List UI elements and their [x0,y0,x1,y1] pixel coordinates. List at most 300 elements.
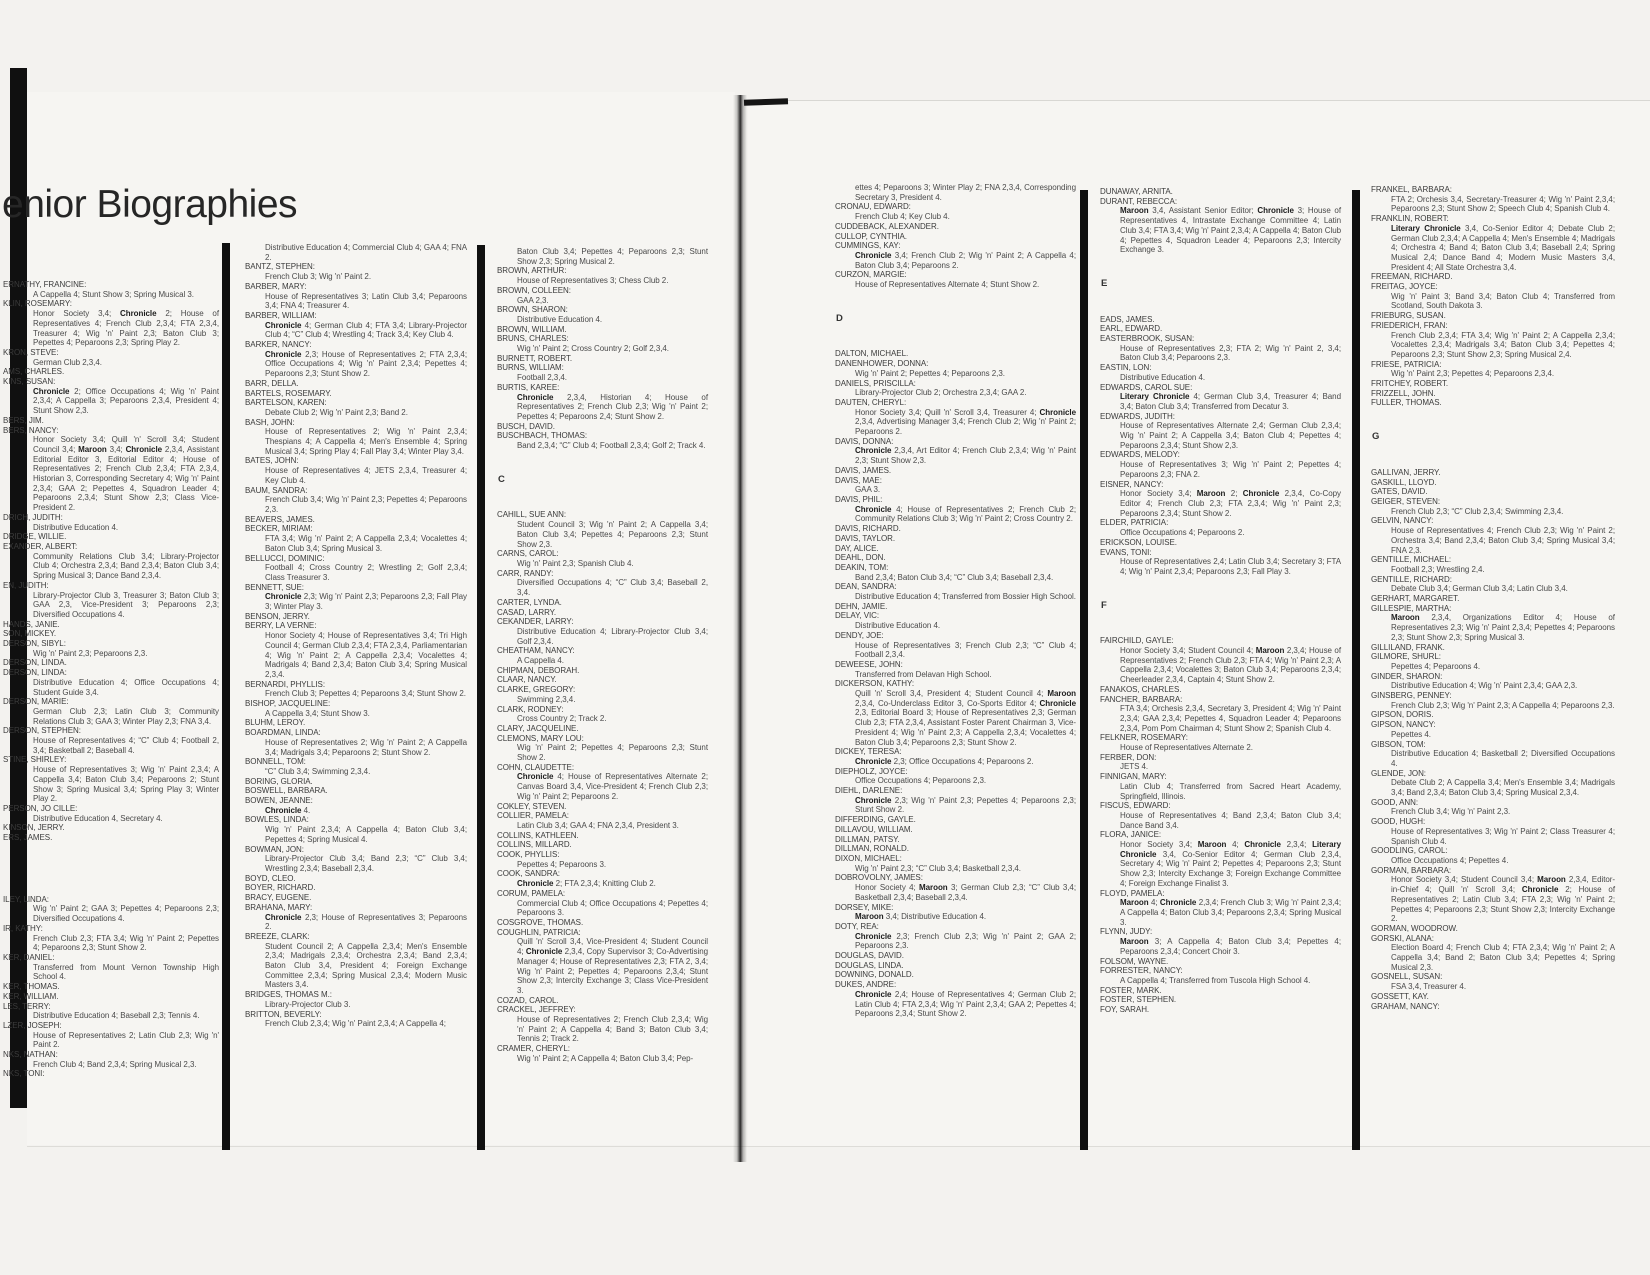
student-activities: Library-Projector Club 3. [265,999,351,1009]
student-activities: Maroon 2,3,4, Organizations Editor 4; House of Representatives 2,3; Wig 'n' Paint 2,3,4; Pepettes 4; Peparoons 2,3; Stunt Show 2,3; Spring Musical 3. [1391,613,1615,642]
bio-entry [3,1002,219,1021]
student-name: GERHART, MARGARET. [1371,594,1460,604]
bio-entry [1100,753,1341,772]
bio-entry [1100,830,1341,888]
bio-entry [835,611,1076,630]
student-activities: FTA 3,4; Wig 'n' Paint 2; A Cappella 2,3,4; Vocalettes 4; Baton Club 3,4; Spring Musical 3. [265,534,467,553]
bio-entry [1100,324,1341,334]
student-name: FERBER, DON: [1100,752,1157,762]
bio-entry [1371,487,1615,497]
student-activities: Library-Projector Club 3,4; Band 2,3; “C” Club 3,4; Wrestling 2,3,4; Baseball 2,3,4. [265,854,467,873]
entry-continuation: ettes 4; Peparoons 3; Winter Play 2; FNA 2,3,4, Corresponding Secretary 3, President 4. [855,183,1076,202]
student-name: DORSEY, MIKE: [835,902,894,912]
student-name: GORMAN, WOODROW. [1371,923,1458,933]
student-activities: Student Council 3; Wig 'n' Paint 2; A Cappella 3,4; Baton Club 3,4; Pepettes 4; Peparoons 2,3; Stunt Show 2,3. [517,520,708,549]
bio-entry [497,422,708,432]
bio-entry [245,699,467,718]
student-name: BAUM, SANDRA: [245,485,308,495]
bio-entry [1371,769,1615,798]
student-name: EXANDER, ALBERT: [3,541,78,551]
student-name: GLENDE, JON: [1371,768,1426,778]
student-name: CLARK, RODNEY: [497,704,564,714]
student-name: CULLOP, CYNTHIA. [835,231,907,241]
student-name: GOSSETT, KAY. [1371,991,1429,1001]
student-name: DERSON, MARIE: [3,697,69,707]
student-name: DUNAWAY, ARNITA. [1100,187,1173,196]
student-name: BRACY, EUGENE. [245,893,312,903]
bio-entry [497,598,708,608]
bio-entry [1371,555,1615,574]
student-activities: Community Relations Club 3,4; Library-Projector Club 4; Orchestra 2,3,4; Band 2,3,4; Baton Club 3,4; Spring Musical 3; Dance Band 2,3,4. [33,551,219,581]
bio-entry [497,431,708,450]
student-activities: House of Representatives 2; Latin Club 2,3; Wig 'n' Paint 2. [33,1030,219,1050]
student-activities: French Club 2,3,4; Wig 'n' Paint 2,3,4; A Cappella 4; [265,1019,446,1029]
student-name: FELKNER, ROSEMARY: [1100,733,1188,743]
bio-entry [1371,185,1615,214]
bio-entry [3,426,219,513]
student-name: FRANKLIN, ROBERT: [1371,214,1449,224]
student-activities: Debate Club 2; A Cappella 3,4; Men's Ensemble 3,4; Madrigals 3,4; Band 2,3,4; Baton Club 3,4; Spring Musical 2,3,4. [1391,778,1615,798]
student-name: BARR, DELLA. [245,378,299,388]
student-activities: House of Representatives 2,4; Latin Club 3,4; Secretary 3; FTA 4; Wig 'n' Paint 2,3,4; Peparoons 2,3; Fall Play 3. [1120,557,1341,576]
student-name: DAVIS, RICHARD. [835,524,901,534]
student-activities: House of Representatives 3; Chess Club 2. [517,276,669,286]
student-name: BECKER, MIRIAM: [245,524,313,534]
bio-entry [1371,478,1615,488]
bio-entry [245,874,467,884]
bio-entry [3,377,219,416]
bio-entry [497,918,708,928]
student-activities: GAA 2,3. [517,295,549,305]
bio-entry [3,513,219,532]
bio-entry [3,416,219,426]
bio-entry [1371,272,1615,282]
student-name: DAVIS, PHIL: [835,494,883,504]
bio-entry [245,243,467,262]
student-name: BARTELS, ROSEMARY. [245,388,332,398]
bio-entry [497,831,708,841]
bio-entry [1100,518,1341,537]
student-name: GINDER, SHARON: [1371,671,1443,681]
student-activities: Honor Society 3,4; Student Council 3,4; Maroon 2,3,4, Editor-in-Chief 4; Quill 'n' Scroll 3,4; Chronicle 2; House of Representatives 2; Latin Club 3,4; FTA 2,3; Wig 'n' Paint 2; Pepettes 4; Peparoons 2,3; Stunt Show 2,3; Intercity Exchange 2. [1391,875,1616,924]
bio-entry [245,903,467,932]
bio-entry [497,646,708,665]
student-name: EASTERBROOK, SUSAN: [1100,334,1195,344]
student-name: BOWMAN, JON: [245,844,304,854]
student-activities: Diversified Occupations 4; “C” Club 3,4; Baseball 2, 3,4. [517,578,708,598]
bio-entry [497,608,708,618]
student-name: CLARY, JACQUELINE. [497,723,579,733]
bio-entry [1100,957,1341,967]
bio-entry [1371,992,1615,1002]
student-name: DERSON, STEPHEN: [3,726,81,736]
bio-entry [497,305,708,324]
student-activities: Honor Society 3,4; Chronicle 2; House of Representatives 4; French Club 2,3,4; FTA 2,3,4, Treasurer 4; Wig 'n' Paint 2,3; Baton Club 3; Pepettes 4; Peparoons 2,3; Spring Play 2. [33,309,219,348]
bio-entry [3,299,219,348]
student-activities: House of Representatives 3; Wig 'n' Paint 2; Pepettes 4; Peparoons 2,3; FNA 2. [1120,460,1341,479]
bio-entry [835,534,1076,544]
student-activities: Commercial Club 4; Office Occupations 4; Pepettes 4; Peparoons 3. [517,898,708,918]
student-name: GRAHAM, NANCY: [1371,1001,1440,1011]
bio-entry [1100,695,1341,734]
student-name: BRAHANA, MARY: [245,902,313,912]
student-name: DURANT, REBECCA: [1100,196,1177,206]
student-name: DOUGLAS, DAVID. [835,951,904,961]
student-name: FAIRCHILD, GAYLE: [1100,636,1174,646]
student-activities: House of Representatives Alternate 2. [1120,743,1253,753]
student-name: EN, JUDITH: [3,580,49,590]
student-name: CLARKE, GREGORY: [497,685,576,695]
student-name: CAHILL, SUE ANN: [497,510,567,520]
student-name: KLIN, ROSEMARY: [3,299,72,309]
student-activities: French Club 3,4; Wig 'n' Paint 2,3; Pepettes 4; Peparoons 2,3. [265,495,467,514]
bio-entry [835,854,1076,873]
student-name: FRIEBURG, SUSAN. [1371,311,1446,321]
bio-entry [497,811,708,830]
student-name: CORUM, PAMELA: [497,888,566,898]
student-activities: Honor Society 3,4; Maroon 4; Chronicle 2,3,4; Literary Chronicle 3,4, Co-Senior Editor 4; German Club 2,3,4, Secretary 4; Wig 'n' Paint 2; Pepettes 4; Peparoons 2,3; Stunt Show 2,3; Intercity Exchange 3; Foreign Exchange Committee 4; Foreign Exchange Finalist 3. [1120,840,1342,888]
bio-entry [245,757,467,776]
student-activities: Honor Society 3,4; Quill 'n' Scroll 3,4, Treasurer 4; Chronicle 2,3,4, Advertising Manager 3,4; French Club 2; Wig 'n' Paint 2; Peparoons 2. [855,407,1076,437]
bio-entry [245,777,467,787]
bio-entry [3,629,219,639]
bio-entry [1371,934,1615,973]
bio-entry [497,325,708,335]
student-activities: Wig 'n' Paint 2,3; Peparoons 2,3. [33,648,148,658]
section-letter-G: G [1372,431,1380,443]
student-name: FRIESE, PATRICIA: [1371,359,1442,369]
student-name: BANTZ, STEPHEN: [245,262,315,272]
bio-entry [3,755,219,804]
student-name: BASH, JOHN: [245,417,295,427]
bio-entry [1371,379,1615,389]
bio-entry [835,873,1076,902]
student-name: ERNATHY, FRANCINE: [3,280,87,289]
student-name: GOOD, ANN: [1371,797,1419,807]
bio-entry [835,524,1076,534]
student-name: FOLSOM, WAYNE. [1100,956,1169,966]
student-activities: Honor Society 4; Maroon 3; German Club 2,3; “C” Club 3,4; Basketball 2,3,4; Baseball 2,3,4. [855,883,1076,902]
bio-entry [1371,398,1615,408]
student-activities: Chronicle 2,3,4, Art Editor 4; French Club 2,3,4; Wig 'n' Paint 2,3; Stunt Show 2,3. [855,446,1076,466]
student-name: BRUNS, CHARLES: [497,334,569,344]
bio-entry [245,282,467,311]
student-name: FINNIGAN, MARY: [1100,772,1167,782]
student-activities: Chronicle 2,3; Wig 'n' Paint 2,3; Peparoons 2,3; Fall Play 3; Winter Play 3. [265,592,467,612]
student-name: COSGROVE, THOMAS. [497,918,584,927]
bio-entry [245,718,467,728]
student-name: EASTIN, LON: [1100,363,1152,373]
student-name: FANAKOS, CHARLES. [1100,684,1182,694]
student-activities: Student Council 2; A Cappella 2,3,4; Men's Ensemble 2,3,4; Madrigals 2,3,4; Orchestra 2,3,4; Band 2,3,4; Baton Club 3,4, President 4; Foreign Exchange Committee 2,3,4; Spring Musical 2,3,4; Modern Music Masters 3,4. [265,941,467,990]
student-activities: Chronicle 2,3,4, Historian 4; House of Representatives 2; French Club 2,3; Wig 'n' Paint 2; Pepettes 4; Peparoons 2,4; Stunt Show 2. [517,392,708,421]
bio-entry [1100,197,1341,255]
student-name: NKS, NATHAN: [3,1050,58,1060]
student-activities: Distributive Education 4; Office Occupations 4; Student Guide 3,4. [33,677,219,697]
student-activities: German Club 2,3; Latin Club 3; Community Relations Club 3; GAA 3; Winter Play 2,3; FNA 3,4. [33,706,219,726]
student-activities: Pepettes 4; Peparoons 4. [1391,661,1481,671]
text-column-2 [245,243,467,1029]
bio-entry [3,1069,219,1079]
student-activities: Latin Club 4; Transferred from Sacred Heart Academy, Springfield, Illinois. [1120,781,1341,801]
bio-entry [835,553,1076,563]
student-activities: “C” Club 3,4; Swimming 2,3,4. [265,766,371,776]
student-name: DEHN, JAMIE. [835,601,888,611]
bio-entry [1100,986,1341,996]
bio-entry [497,247,708,266]
text-column-1 [3,280,219,1079]
bio-entry [3,280,219,299]
bio-entry [835,232,1076,242]
student-name: BOSWELL, BARBARA. [245,786,328,796]
student-name: CLEMONS, MARY LOU: [497,733,584,743]
bio-entry [835,844,1076,854]
student-activities: Literary Chronicle 4; German Club 3,4, Treasurer 4; Band 3,4; Baton Club 3,4; Transferred from Decatur 3. [1120,392,1341,411]
bio-entry [497,705,708,724]
bio-entry [245,893,467,903]
column-divider [477,245,485,1150]
student-activities: Cross Country 2; Track 2. [517,714,607,724]
student-name: EDWARDS, JUDITH: [1100,411,1175,421]
student-activities: Wig 'n' Paint 2; A Cappella 4; Baton Club 3,4; Pep- [517,1053,694,1063]
bio-entry [835,660,1076,679]
student-name: COOK, PHYLLIS: [497,850,560,860]
student-activities: A Cappella 3,4; Stunt Show 3. [265,708,370,718]
student-activities: GAA 3. [855,485,881,495]
student-activities: Wig 'n' Paint 2,3,4; A Cappella 4; Baton Club 3,4; Pepettes 4; Spring Musical 4. [265,825,467,844]
student-name: BUSCH, DAVID. [497,421,555,431]
bio-entry [1371,798,1615,817]
student-name: FRIEDERICH, FRAN: [1371,320,1448,330]
student-activities: Maroon 4; Chronicle 2,3,4; French Club 3; Wig 'n' Paint 2,3,4; A Cappella 4; Baton Club 3,4; Peparoons 2,3,4; Spring Musical 3. [1120,898,1342,927]
student-name: AMS, CHARLES. [3,367,65,377]
student-name: COUGHLIN, PATRICIA: [497,927,581,937]
student-activities: Band 2,3,4; “C” Club 4; Football 2,3,4; Golf 2; Track 4. [517,441,706,451]
student-name: BORING, GLORIA. [245,776,313,786]
student-name: BURNS, WILLIAM: [497,363,564,373]
student-name: GASKILL, LLOYD. [1371,477,1437,487]
bio-entry [835,922,1076,951]
student-activities: Honor Society 4; House of Representatives 3,4; Tri High Council 4; German Club 2,3,4; FTA 2,3,4, Parliamentarian 4; Wig 'n' Paint 2; A Cappella 2,3,4; Vocalettes 4; Madrigals 4; Band 2,3,4; Baton Club 3,4; Spring Musical 2,3,4. [265,631,467,679]
student-name: DILLMAN, RONALD. [835,844,909,854]
bio-entry [245,515,467,525]
bio-entry [1371,389,1615,399]
bio-entry [1371,691,1615,710]
section-letter-D: D [836,312,843,324]
student-name: BISHOP, JACQUELINE: [245,699,331,709]
bio-entry [3,895,219,924]
bio-entry [1371,652,1615,671]
bio-entry [1100,538,1341,548]
student-name: FRANKEL, BARBARA: [1371,185,1452,194]
student-activities: French Club 2,3; FTA 3,4; Wig 'n' Paint 2; Pepettes 4; Peparoons 2,3; Stunt Show 2. [33,933,219,953]
bio-entry [497,734,708,763]
student-name: FLORA, JANICE: [1100,830,1162,840]
student-name: GIPSON, NANCY: [1371,720,1436,730]
student-name: BROWN, ARTHUR: [497,266,567,276]
bio-entry [497,549,708,568]
student-name: FREITAG, JOYCE: [1371,282,1438,292]
bio-entry [497,675,708,685]
student-activities: Chronicle 4; House of Representatives Alternate 2; Canvas Board 3,4, Vice-President 4; French Club 2,3; Wig 'n' Paint 2; Peparoons 2. [517,772,708,801]
bio-entry [245,612,467,622]
student-name: BROWN, WILLIAM. [497,324,567,334]
bio-entry [497,617,708,646]
bio-entry [3,992,219,1002]
student-name: DAVIS, DONNA: [835,436,894,446]
student-name: CARNS, CAROL: [497,549,559,559]
bio-entry [835,495,1076,524]
bio-entry [1100,772,1341,801]
student-name: BERS, JIM. [3,415,44,425]
student-activities: German Club 2,3,4. [33,357,102,367]
bio-entry [1371,604,1615,643]
bio-entry [245,680,467,699]
bio-entry [3,804,219,823]
entry-continuation: Baton Club 3,4; Pepettes 4; Peparoons 2,3; Stunt Show 2,3; Spring Musical 2. [517,247,708,266]
student-activities: Chronicle 3,4; French Club 2; Wig 'n' Paint 2; A Cappella 4; Baton Club 3,4; Peparoons 2. [855,250,1076,270]
student-activities: French Club 2,3,4; FTA 3,4; Wig 'n' Paint 2; A Cappella 2,3,4; Vocalettes 2,3,4; Madrigals 3,4; Baton Club 3,4; Pepettes 4; Peparoons 2,3; Stunt Show 2,3; Spring Musical 2,4. [1391,330,1615,359]
student-name: FOSTER, MARK. [1100,985,1162,995]
bio-entry [245,554,467,583]
student-activities: Distributive Education 4; Baseball 2,3; Tennis 4. [33,1011,200,1021]
student-name: KINS, SUSAN: [3,377,56,387]
bio-entry [245,418,467,457]
student-activities: House of Representatives 4; Band 2,3,4; Baton Club 3,4; Dance Band 3,4. [1120,810,1341,830]
student-name: GOOD, HUGH: [1371,817,1426,827]
student-activities: Distributive Education 4; Library-Projector Club 3,4; Golf 2,3,4. [517,626,708,646]
student-name: CRACKEL, JEFFREY: [497,1005,576,1015]
bio-entry [835,544,1076,554]
student-name: CARR, RANDY: [497,568,554,578]
student-activities: House of Representatives Alternate 2,4; German Club 2,3,4; Wig 'n' Paint 2; A Cappella 3,4; Baton Club 4; Pepettes 4; Peparoons 2,3,4; Stunt Show 2,3. [1120,421,1341,450]
bio-entry [1371,740,1615,769]
student-name: KINSON, JERRY. [3,823,65,833]
student-name: GENTILLE, RICHARD: [1371,574,1452,584]
student-name: BOYER, RICHARD. [245,883,316,893]
bio-entry [1100,636,1341,685]
student-name: ELDER, PATRICIA: [1100,518,1169,528]
student-name: EADS, JAMES. [1100,314,1155,324]
bio-entry [245,796,467,815]
student-name: GEIGER, STEVEN: [1371,496,1441,506]
bio-entry [497,266,708,285]
student-name: DUKES, ANDRE: [835,980,897,990]
student-name: EDWARDS, MELODY: [1100,450,1180,460]
bio-entry [1100,966,1341,985]
student-activities: Wig 'n' Paint 2; Cross Country 2; Golf 2,3,4. [517,344,669,354]
bio-entry [835,961,1076,971]
student-name: DICKEY, TERESA: [835,747,902,757]
student-activities: French Club 4; Key Club 4. [855,212,950,222]
bio-entry [1371,817,1615,846]
student-name: FLYNN, JUDY: [1100,927,1153,937]
bio-entry [497,383,708,422]
bio-entry [1100,548,1341,577]
student-name: GILLILAND, FRANK. [1371,642,1445,652]
student-name: BUSCHBACH, THOMAS: [497,431,588,441]
student-name: BENNETT, SUE: [245,582,304,592]
student-activities: Chronicle 2,3; Office Occupations 4; Peparoons 2. [855,756,1034,766]
student-name: DERSON, LINDA: [3,668,67,678]
text-column-5 [1100,187,1341,1015]
bio-entry [497,996,708,1006]
student-name: BOYD, CLEO. [245,873,296,883]
student-activities: Latin Club 3,4; GAA 4; FNA 2,3,4, President 3. [517,820,679,830]
student-name: DIXON, MICHAEL: [835,854,902,863]
bio-entry [3,953,219,982]
student-name: FLOYD, PAMELA: [1100,888,1165,898]
bio-entry [245,389,467,399]
bio-entry [1371,594,1615,604]
bio-entry [3,1050,219,1069]
student-activities: A Cappella 4; Transferred from Tuscola High School 4. [1120,975,1311,985]
bio-entry [245,621,467,679]
bio-entry [835,241,1076,270]
student-activities: House of Representatives 2; Wig 'n' Paint 2; A Cappella 3,4; Madrigals 3,4; Peparoons 2; Stunt Show 2. [265,737,467,757]
bio-entry [3,823,219,833]
bio-entry [835,786,1076,815]
student-name: DERSON, SIBYL: [3,639,66,649]
bio-entry [835,747,1076,766]
student-name: EDWARDS, CAROL SUE: [1100,382,1193,392]
student-name: DIEPHOLZ, JOYCE: [835,766,908,776]
student-name: GATES, DAVID. [1371,487,1428,497]
bio-entry [3,639,219,658]
bio-entry [497,724,708,734]
student-name: BURNETT, ROBERT. [497,353,573,363]
student-name: SON, MICKEY. [3,629,57,639]
student-name: DRICH, JUDITH: [3,512,63,522]
student-name: ERS, JAMES. [3,833,53,843]
bio-entry [1371,575,1615,594]
bio-entry [3,658,219,668]
bio-entry [1100,995,1341,1005]
student-activities: French Club 3; Wig 'n' Paint 2. [265,272,371,282]
student-name: DILLAVOU, WILLIAM. [835,824,913,834]
student-name: GORMAN, BARBARA: [1371,865,1452,875]
student-name: DERSON, LINDA. [3,658,67,668]
bio-entry [1371,972,1615,991]
student-activities: Football 2,3,4. [517,373,567,383]
student-activities: Quill 'n' Scroll 3,4, Vice-President 4; Student Council 4; Chronicle 2,3,4, Copy Supervisor 3; Co-Advertising Manager 4; House of Representatives 2,3; FTA 2, 3,4; Wig 'n' Paint 2; Pepettes 4; Peparoons 2,3,4; Stunt Show 2,3; Intercity Exchange 3; Class Vice-President 3. [517,937,708,995]
bio-entry [835,183,1076,202]
student-name: DAY, ALICE. [835,543,879,553]
bio-entry [497,850,708,869]
student-name: CHEATHAM, NANCY: [497,646,575,656]
student-activities: A Cappella 4. [517,656,564,666]
bio-entry [835,222,1076,232]
section-letter-F: F [1101,599,1107,611]
student-name: CLAAR, NANCY. [497,675,557,685]
student-activities: French Club 2,3; Wig 'n' Paint 2,3; A Cappella 4; Peparoons 2,3. [1391,700,1615,710]
student-name: BOARDMAN, LINDA: [245,728,321,738]
student-name: DANIELS, PRISCILLA: [835,378,916,388]
student-name: GINSBERG, PENNEY: [1371,691,1452,701]
bio-entry [1100,927,1341,956]
bio-entry [245,845,467,874]
student-activities: Transferred from Mount Vernon Township High School 4. [33,962,219,982]
student-activities: Quill 'n' Scroll 3,4, President 4; Student Council 4; Maroon 2,3,4, Co-Underclass Editor 3, Co-Sports Editor 4; Chronicle 2,3, Editorial Board 3; House of Representatives 2,3; German Club 2,3; FTA 2,3,4, Assistant Foster Parent Chairman 3, Vice-President 4; Wig 'n' Paint 2,3; A Cappella 2,3,4; Vocalettes 4; Baton Club 3,4; Peparoons 2,3; Stunt Show 2. [855,689,1076,747]
student-activities: Wig 'n' Paint 2,3; Spanish Club 4. [517,558,634,568]
student-name: GILLESPIE, MARTHA: [1371,603,1452,613]
student-name: BARTELSON, KAREN: [245,398,327,408]
bio-entry [497,334,708,353]
bio-entry [497,802,708,812]
bio-entry [3,348,219,367]
bio-entry [1371,516,1615,555]
student-name: BONNELL, TOM: [245,757,306,767]
